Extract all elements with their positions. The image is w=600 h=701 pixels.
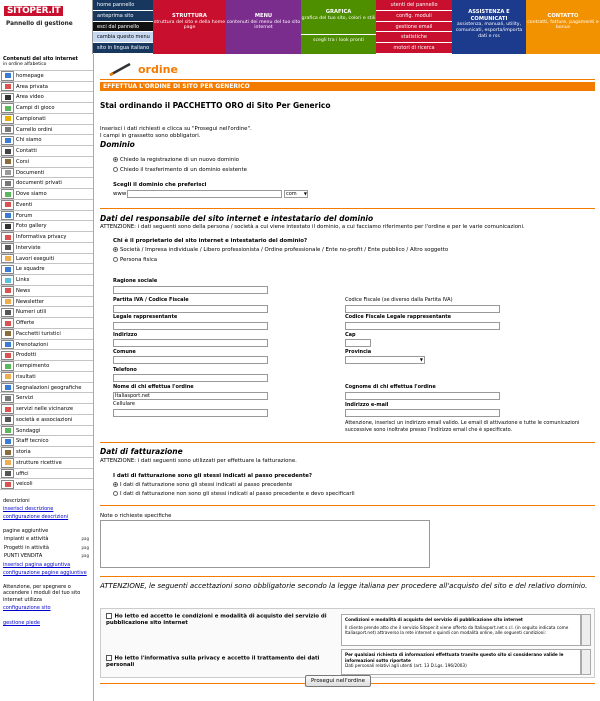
link-configurazione-pagine[interactable]: configurazione pagine aggiuntive	[3, 569, 87, 576]
sidebar-item-label: Numeri utili	[16, 309, 47, 316]
sidebar-item[interactable]	[0, 414, 93, 425]
tab-struttura[interactable]: STRUTTURA struttura del sito e della home page	[153, 0, 226, 54]
calendar-icon	[1, 200, 14, 210]
checkbox-condizioni[interactable]	[106, 613, 112, 619]
sidebar-item[interactable]	[0, 446, 93, 457]
sidebar-item-label: Sondaggi	[16, 427, 41, 434]
label-cognome: Cognome di chi effettua l'ordine	[345, 384, 436, 390]
input-codice-fiscale[interactable]	[345, 305, 500, 313]
privacy-scrollbar[interactable]	[581, 649, 591, 675]
sidebar-item[interactable]	[0, 113, 93, 124]
pagine-title: pagine aggiuntive	[0, 527, 93, 535]
sidebar-item[interactable]	[0, 134, 93, 145]
dominio-opt-new[interactable]: Chiedo la registrazione di un nuovo dominio	[113, 157, 239, 163]
chevron-down-icon: ▼	[303, 191, 307, 196]
sidebar-title: Contenuti del sito internet	[3, 56, 78, 62]
dominio-choose-label: Scegli il dominio che preferisci	[113, 182, 207, 188]
sidebar-item-label: Foto gallery	[16, 223, 47, 230]
dominio-title: Dominio	[100, 140, 135, 149]
sidebar-item-label: Informativa privacy	[16, 234, 67, 240]
pagina-item[interactable]: PUNTI VENDITA pag	[4, 553, 89, 560]
label-indirizzo: Indirizzo	[113, 332, 138, 338]
quick-link-logout[interactable]: esci dal pannello	[93, 22, 153, 33]
video-icon	[1, 93, 14, 103]
intro-text: Inserisci i dati richiesti e clicca su "Prosegui nell'ordine".	[100, 126, 252, 132]
sidebar-item[interactable]	[0, 199, 93, 210]
tools-icon	[1, 254, 14, 264]
booking-icon	[1, 340, 14, 350]
link-configurazione-descrizioni[interactable]: configurazione descrizioni	[3, 514, 69, 521]
sidebar-item-label: Chi siamo	[16, 137, 42, 144]
accept-condizioni[interactable]: Ho letto ed accetto le condizioni e modalità di acquisto del servizio di pubblicazione sito internet	[106, 613, 327, 627]
pencil-icon	[108, 61, 134, 77]
submit-button[interactable]: Prosegui nell'ordine	[305, 675, 371, 687]
sidebar-item-label: strutture ricettive	[16, 459, 62, 466]
trophy-icon	[1, 114, 14, 124]
util-link-users[interactable]: utenti del pannello	[376, 0, 452, 11]
sidebar-item-label: società e associazioni	[16, 416, 73, 423]
domain-input[interactable]	[127, 190, 282, 198]
sidebar-item[interactable]	[0, 145, 93, 156]
sidebar-item-label: Prodotti	[16, 352, 37, 359]
microphone-icon	[1, 243, 14, 253]
sidebar-item[interactable]	[0, 306, 93, 317]
sidebar-item[interactable]	[0, 403, 93, 414]
fatturazione-opt-same[interactable]: I dati di fatturazione sono gli stessi indicati al passo precedente	[113, 482, 292, 488]
label-codice-fiscale: Codice Fiscale (se diverso dalla Partita IVA)	[345, 297, 453, 303]
sidebar-header	[0, 54, 93, 70]
owner-opt-person[interactable]: Persona fisica	[113, 257, 157, 263]
news-icon	[1, 286, 14, 296]
sidebar-item-label: Carrello ordini	[16, 126, 53, 133]
car-icon	[1, 480, 14, 490]
logo-area[interactable]	[0, 0, 93, 54]
book-icon	[1, 157, 14, 167]
sidebar-item[interactable]	[0, 285, 93, 296]
link-icon	[1, 275, 14, 285]
checkbox-privacy[interactable]	[106, 655, 112, 661]
sidebar-item[interactable]	[0, 91, 93, 102]
intro-required: I campi in grassetto sono obbligatori.	[100, 133, 201, 139]
history-icon	[1, 447, 14, 457]
pagina-item[interactable]: Progetti in attività pag	[4, 544, 89, 551]
sidebar-item-label: Campionati	[16, 115, 46, 122]
logo-subtitle: Pannello di gestione	[6, 21, 73, 27]
input-cap[interactable]	[345, 339, 371, 347]
sidebar-item-label: Corsi	[16, 158, 30, 165]
sidebar-item[interactable]	[0, 210, 93, 221]
accept-privacy[interactable]: Ho letto l'informativa sulla privacy e accetto il trattamento dei dati personali	[106, 655, 320, 669]
radio-new-domain[interactable]	[113, 157, 118, 162]
tab-grafica[interactable]: GRAFICA grafica del tuo sito, colori e stili scegli tra i look pronti	[301, 0, 376, 54]
condizioni-box-title: Condizioni e modalità di acquisto del servizio di pubblicazione sito internet	[345, 617, 523, 622]
sidebar-item-label: Newsletter	[16, 298, 45, 305]
sidebar-item[interactable]	[0, 124, 93, 135]
radio-person[interactable]	[113, 257, 118, 262]
page-title-bar	[100, 60, 595, 80]
input-comune[interactable]	[113, 356, 268, 364]
quick-link-change-menu[interactable]: cambia questo menu	[93, 32, 153, 43]
page-title: ordine	[138, 63, 178, 76]
condizioni-box-text: Il cliente prende atto che il servizio Sitoper.it viene offerto da Italiasport.net s.r.l. (in seguito indicata come Italiasport.net) attraverso la rete internet e quindi con modalità online, alle seguenti condizioni:	[345, 624, 569, 636]
sidebar-item[interactable]	[0, 167, 93, 178]
sidebar-item[interactable]	[0, 478, 93, 489]
sidebar-item-label: Documenti	[16, 169, 45, 176]
input-telefono[interactable]	[113, 374, 268, 382]
sidebar-item[interactable]	[0, 177, 93, 188]
sidebar-item[interactable]	[0, 70, 93, 81]
sidebar-subtitle: in ordine alfabetico	[3, 62, 47, 68]
link-inserisci-pagina[interactable]: inserisci pagina aggiuntiva	[3, 561, 71, 568]
team-icon	[1, 265, 14, 275]
map-icon	[1, 189, 14, 199]
responsabile-note: ATTENZIONE: i dati seguenti sono della persona / società a cui viene intestato il dominio, a cui facciamo riferimento per l'ordine e per le varie comunicazioni.	[100, 224, 525, 230]
link-configurazione-sito[interactable]: configurazione sito	[3, 605, 51, 612]
sidebar-item-label: veicoli	[16, 481, 33, 488]
sidebar-item[interactable]	[0, 349, 93, 360]
tab-contatto[interactable]: CONTATTO contratti, fatture, pagamenti e bonus	[526, 0, 600, 54]
sidebar-item-label: risultati	[16, 373, 36, 380]
sidebar-item[interactable]	[0, 274, 93, 285]
sidebar-item-label: servizi nelle vicinanze	[16, 406, 74, 412]
office-icon	[1, 469, 14, 479]
input-nome[interactable]: Italiasport.net	[113, 392, 268, 400]
label-partita-iva: Partita IVA / Codice Fiscale	[113, 297, 189, 303]
moduli-note: Attenzione, per spegnere o accendere i moduli del tuo sito internet utilizza	[0, 583, 93, 605]
sidebar-item[interactable]	[0, 392, 93, 403]
label-ragione-sociale: Ragione sociale	[113, 278, 158, 284]
sidebar-item-label: Contatti	[16, 148, 37, 154]
sidebar-item[interactable]	[0, 81, 93, 92]
input-ragione-sociale[interactable]	[113, 286, 268, 294]
staff-icon	[1, 437, 14, 447]
pagina-item[interactable]: impianti e attività pag	[4, 536, 89, 543]
accept-panel	[100, 608, 595, 678]
email-note: Attenzione, inserisci un indirizzo email valido. Le email di attivazione e tutte le comunicazioni successive sono inoltrate presso l'indirizzo email che è specificato.	[345, 420, 580, 433]
sidebar-item-label: uffici	[16, 470, 29, 477]
sidebar-item-label: Pacchetti turistici	[16, 330, 61, 337]
condizioni-scrollbar[interactable]	[581, 614, 591, 646]
hotel-icon	[1, 458, 14, 468]
sidebar-item[interactable]	[0, 317, 93, 328]
sidebar-item[interactable]	[0, 371, 93, 382]
label-cap: Cap	[345, 332, 356, 338]
quick-link-preview[interactable]: anteprima sito	[93, 11, 153, 22]
sidebar-item-label: documenti privati	[16, 180, 62, 187]
sidebar-item-label: Campi di gioco	[16, 105, 55, 111]
sidebar-item[interactable]	[0, 382, 93, 393]
forum-icon	[1, 211, 14, 221]
attenzione-text: ATTENZIONE, le seguenti accettazioni sono obbligatorie secondo la legge italiana per procedere all'acquisto del sito e del relativo dominio.	[100, 582, 588, 590]
fatturazione-note: ATTENZIONE: i dati seguenti sono utilizzati per effettuare la fatturazione.	[100, 458, 297, 464]
label-cf-legale: Codice Fiscale Legale rappresentante	[345, 314, 452, 320]
sidebar-item[interactable]	[0, 263, 93, 274]
phone-icon	[1, 146, 14, 156]
quick-links	[93, 0, 153, 54]
link-gestione-piede[interactable]: gestione piede	[3, 620, 40, 627]
radio-company[interactable]	[113, 247, 118, 252]
shield-icon	[1, 232, 14, 242]
building-icon	[1, 415, 14, 425]
sidebar-item-label: Servizi	[16, 395, 34, 402]
fatturazione-opt-different[interactable]: I dati di fatturazione non sono gli stessi indicati al passo precedente e devo specificarli	[113, 491, 355, 497]
descrizioni-title: descrizioni	[0, 497, 93, 505]
numbers-icon	[1, 308, 14, 318]
input-cognome[interactable]	[345, 392, 500, 400]
owner-opt-company[interactable]: Società / Impresa individuale / Libero professionista / Ordine professionale / Ente no-profit / Ente pubblico / Altro soggetto	[113, 247, 448, 253]
responsabile-title: Dati del responsabile del sito internet e intestatario del dominio	[100, 214, 374, 223]
sidebar-item-label: Interviste	[16, 244, 41, 251]
input-legale[interactable]	[113, 322, 268, 330]
sidebar-item-label: Prenotazioni	[16, 341, 48, 348]
fill-icon	[1, 361, 14, 371]
input-partita-iva[interactable]	[113, 305, 268, 313]
privacy-scrollbox[interactable]	[341, 649, 581, 675]
mail-icon	[1, 297, 14, 307]
label-nome: Nome di chi effettua l'ordine	[113, 384, 194, 390]
box-icon	[1, 351, 14, 361]
sidebar-item-label: Area video	[16, 94, 44, 101]
sidebar-item-label: News	[16, 287, 31, 294]
note-label: Note o richieste specifiche	[100, 513, 172, 519]
owner-question: Chi è il proprietario del sito internet e intestatario del dominio?	[113, 238, 308, 244]
utility-links	[376, 0, 452, 54]
quick-link-home[interactable]: home pannello	[93, 0, 153, 11]
document-icon	[1, 168, 14, 178]
tab-assistenza[interactable]: ASSISTENZA E COMUNICATI assistenza, manuali, utility, comunicati, esporta/importa dati e rss	[452, 0, 526, 54]
people-icon	[1, 136, 14, 146]
link-inserisci-descrizione[interactable]: inserisci descrizione	[3, 506, 54, 513]
privacy-box-title: Per qualsiasi richiesta di informazioni effettuata tramite questo sito si considerano valide le informazioni sotto riportate	[345, 652, 564, 663]
sidebar-item[interactable]	[0, 328, 93, 339]
main-content	[95, 54, 600, 701]
sidebar-item[interactable]	[0, 231, 93, 242]
util-link-stats[interactable]: statistiche	[376, 32, 452, 43]
section-bar: EFFETTUA L'ORDINE DI SITO PER GENERICO	[100, 82, 595, 91]
fatturazione-question: I dati di fatturazione sono gli stessi indicati al passo precedente?	[113, 473, 313, 479]
sidebar-item[interactable]	[0, 360, 93, 371]
tld-select[interactable]: com ▼	[286, 191, 307, 197]
sidebar-item-label: Le squadre	[16, 266, 45, 273]
label-cellulare: Cellulare	[113, 401, 135, 407]
tag-icon	[1, 318, 14, 328]
gear-icon	[1, 394, 14, 404]
sidebar-menu	[0, 70, 93, 489]
radio-billing-same[interactable]	[113, 482, 118, 487]
input-cellulare[interactable]	[113, 409, 268, 417]
home-icon	[1, 71, 14, 81]
input-cf-legale[interactable]	[345, 322, 500, 330]
sidebar	[0, 54, 94, 701]
sidebar-item-label: Lavori eseguiti	[16, 255, 55, 262]
tab-grafica-looks[interactable]: scegli tra i look pronti	[301, 34, 376, 44]
sidebar-item-label: Segnalazioni geografiche	[16, 384, 82, 391]
sidebar-item-label: Links	[16, 277, 30, 283]
label-telefono: Telefono	[113, 367, 137, 373]
condizioni-scrollbox[interactable]	[341, 614, 581, 646]
util-link-email[interactable]: gestione email	[376, 22, 452, 33]
logo[interactable]: SITOPER.IT	[4, 6, 63, 16]
quick-link-language[interactable]: sito in lingua italiano	[93, 43, 153, 54]
note-textarea[interactable]	[100, 520, 430, 568]
util-link-modules[interactable]: config. moduli	[376, 11, 452, 22]
util-link-seo[interactable]: motori di ricerca	[376, 43, 452, 54]
sidebar-item[interactable]	[0, 156, 93, 167]
sidebar-item-label: Dove siamo	[16, 191, 47, 197]
sidebar-item[interactable]	[0, 425, 93, 436]
label-comune: Comune	[113, 349, 136, 355]
sidebar-item[interactable]	[0, 296, 93, 307]
order-heading: Stai ordinando il PACCHETTO ORO di Sito Per Generico	[100, 101, 331, 110]
document-lock-icon	[1, 179, 14, 189]
www-prefix: www	[113, 191, 127, 197]
sidebar-item-label: Offerte	[16, 320, 35, 326]
pin-icon	[1, 404, 14, 414]
label-legale: Legale rappresentante	[113, 314, 178, 320]
label-email: Indirizzo e-mail	[345, 402, 389, 408]
sidebar-item[interactable]	[0, 242, 93, 253]
radio-billing-different[interactable]	[113, 491, 118, 496]
cart-icon	[1, 125, 14, 135]
sidebar-item[interactable]	[0, 468, 93, 479]
dominio-opt-transfer[interactable]: Chiedo il trasferimento di un dominio esistente	[113, 167, 247, 173]
tab-menu[interactable]: MENU contenuti dei menu del tuo sito internet	[226, 0, 301, 54]
sidebar-item-label: riempimento	[16, 363, 50, 369]
privacy-box-text: Dati personali relativi agli utenti (art. 13 D.Lgs. 196/2003)	[345, 663, 467, 669]
sidebar-item-label: Area privata	[16, 83, 48, 90]
select-provincia[interactable]	[345, 356, 425, 364]
chart-icon	[1, 426, 14, 436]
chevron-down-icon: ▼	[419, 357, 423, 362]
sidebar-item-label: storia	[16, 449, 31, 455]
results-icon	[1, 372, 14, 382]
sidebar-item[interactable]	[0, 188, 93, 199]
radio-transfer-domain[interactable]	[113, 167, 118, 172]
label-provincia: Provincia	[345, 349, 372, 355]
fatturazione-title: Dati di fatturazione	[100, 447, 183, 456]
sidebar-item[interactable]	[0, 339, 93, 350]
sidebar-item-label: homepage	[16, 72, 44, 79]
sidebar-item-label: Eventi	[16, 201, 33, 208]
sidebar-item[interactable]	[0, 102, 93, 113]
sidebar-item-label: Forum	[16, 212, 33, 219]
field-icon	[1, 103, 14, 113]
sidebar-item-label: Staff tecnico	[16, 438, 49, 445]
globe-icon	[1, 383, 14, 393]
sidebar-item[interactable]	[0, 457, 93, 468]
lock-icon	[1, 82, 14, 92]
sidebar-item[interactable]	[0, 220, 93, 231]
input-email[interactable]	[345, 409, 500, 417]
sidebar-item[interactable]	[0, 435, 93, 446]
input-indirizzo[interactable]	[113, 339, 268, 347]
camera-icon	[1, 222, 14, 232]
sidebar-item[interactable]	[0, 253, 93, 264]
suitcase-icon	[1, 329, 14, 339]
